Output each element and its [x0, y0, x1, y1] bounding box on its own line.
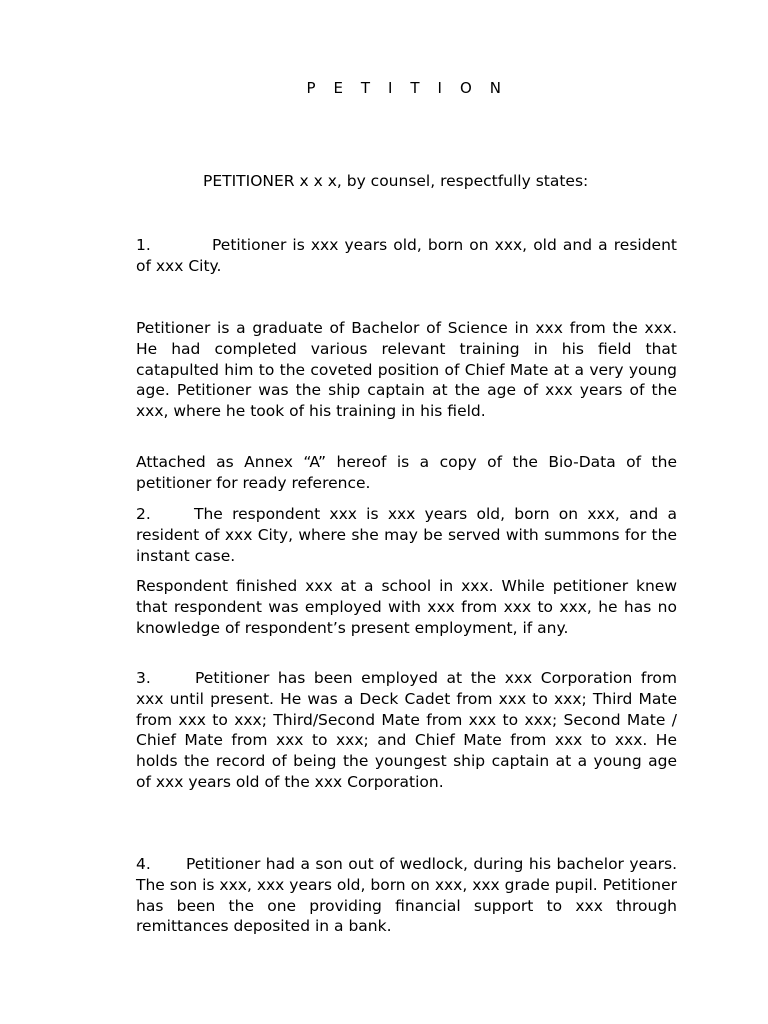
paragraph-4	[136, 854, 677, 937]
paragraph-education	[136, 318, 677, 422]
paragraph-text: The respondent xxx is xxx years old, born on xxx, and a resident of xxx City, where she may be served with summons for the instant case.	[136, 505, 677, 565]
paragraph-number: 4.	[136, 855, 151, 873]
paragraph-number: 3.	[136, 669, 151, 687]
paragraph-annex	[136, 452, 677, 494]
paragraph-text: Respondent finished xxx at a school in xxx. While petitioner knew that respondent was employed with xxx from xxx to xxx, he has no knowledge of respondent’s present employment, if any.	[136, 577, 677, 637]
paragraph-2	[136, 504, 677, 566]
paragraph-3	[136, 668, 677, 793]
paragraph-text: Petitioner has been employed at the xxx Corporation from xxx until present. He was a Deck Cadet from xxx to xxx; Third Mate from xxx to xxx; Third/Second Mate from xxx to xxx; Second Mate / Chief Mate from xxx to xxx; and Chief Mate from xxx to xxx. He holds the record of being the youngest ship captain at a young age of xxx years old of the xxx Corporation.	[136, 669, 677, 791]
paragraph-respondent-employment	[136, 576, 677, 638]
paragraph-text: Attached as Annex “A” hereof is a copy of the Bio-Data of the petitioner for ready reference.	[136, 453, 677, 492]
paragraph-text: Petitioner is xxx years old, born on xxx, old and a resident of xxx City.	[136, 236, 677, 275]
paragraph-1	[136, 235, 677, 277]
intro-statement: PETITIONER x x x, by counsel, respectfully states:	[203, 172, 589, 190]
paragraph-number: 1.	[136, 236, 151, 254]
document-title: P E T I T I O N	[306, 79, 508, 97]
paragraph-text: Petitioner had a son out of wedlock, during his bachelor years. The son is xxx, xxx years old, born on xxx, xxx grade pupil. Petitioner has been the one providing financial support to xxx through remittances deposited in a bank.	[136, 855, 677, 936]
paragraph-number: 2.	[136, 505, 151, 523]
paragraph-text: Petitioner is a graduate of Bachelor of Science in xxx from the xxx. He had completed various relevant training in his field that catapulted him to the coveted position of Chief Mate at a very young age. Petitioner was the ship captain at the age of xxx years of the xxx, where he took of his training in his field.	[136, 319, 677, 421]
